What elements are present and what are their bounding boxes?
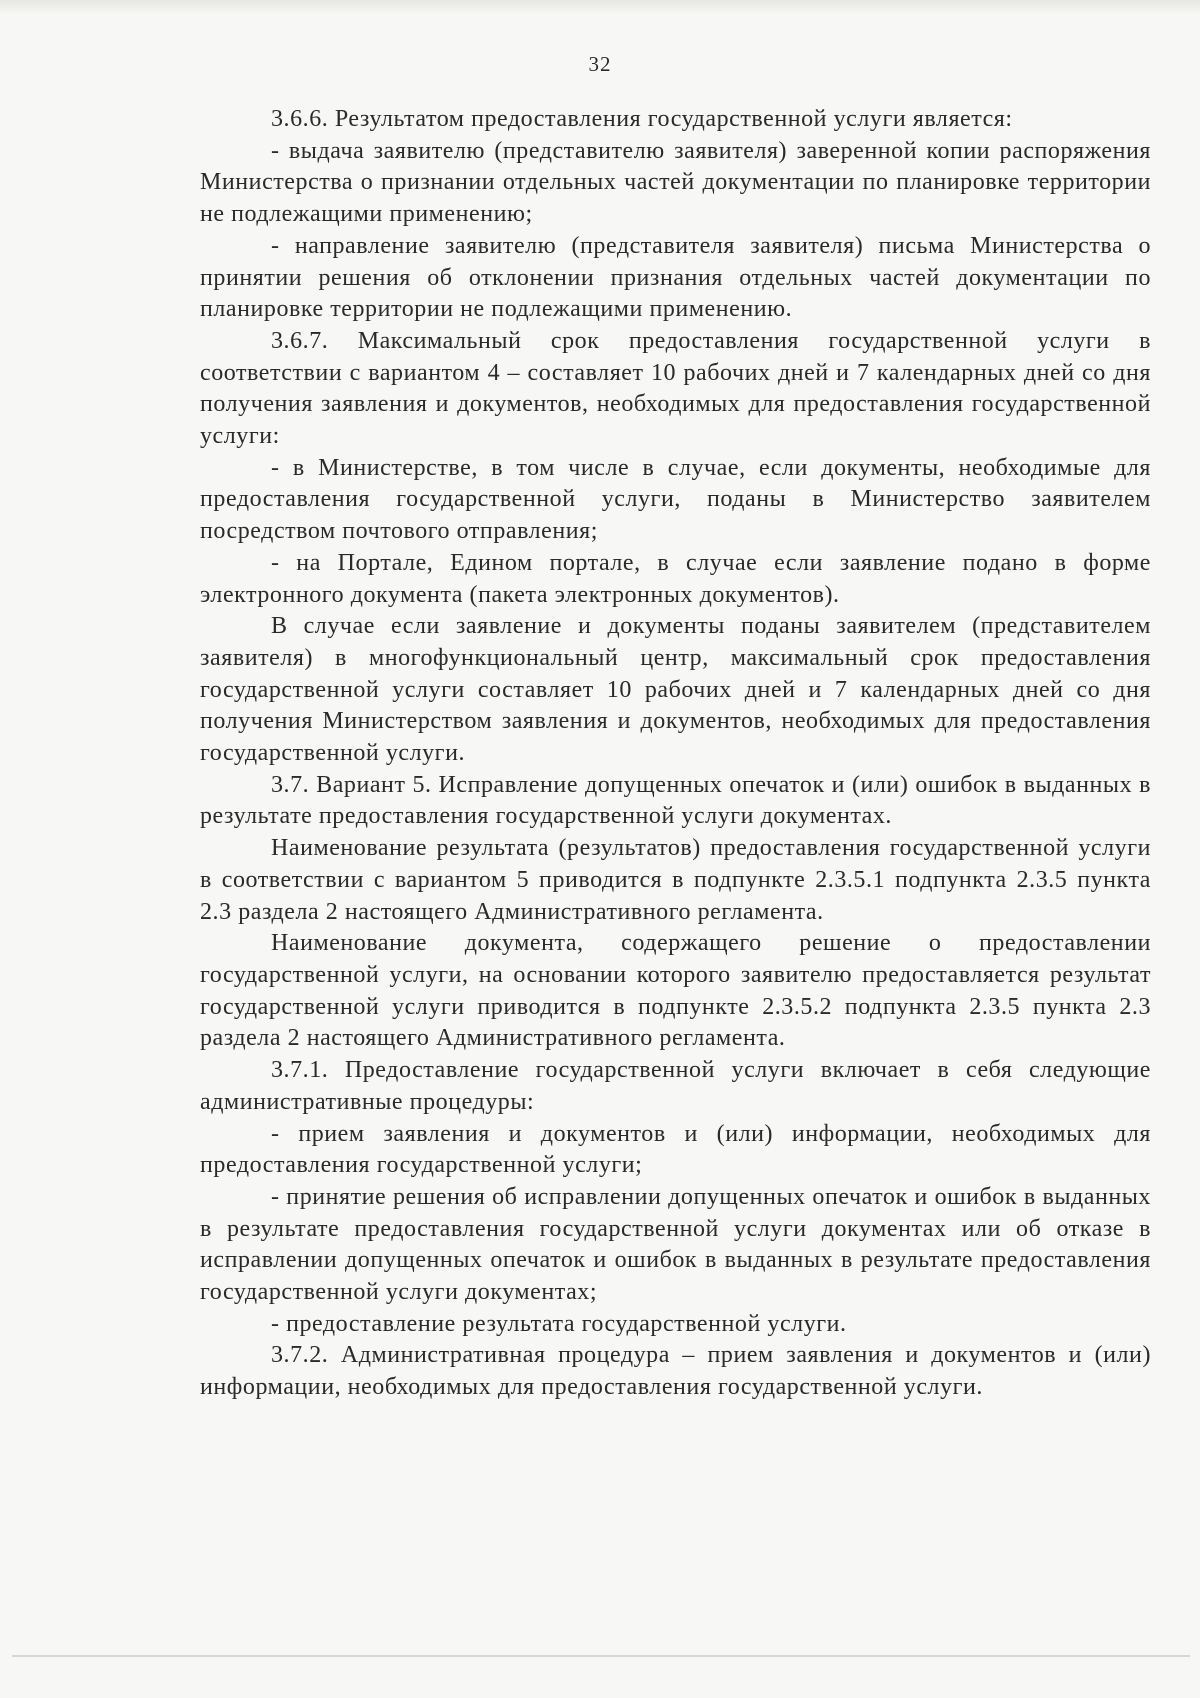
- paragraph-3-6-7: 3.6.7. Максимальный срок предоставления государственной услуги в соответствии с вариантом 4 – составляет 10 рабочих дней и 7 календарных дней со дня получения заявления и документов, необходимых для предоставления государственной услуги:: [200, 327, 1151, 450]
- paragraph-decision-document: Наименование документа, содержащего решение о предоставлении государственной услуги, на основании которого заявителю предоставляется результат государственной услуги приводится в подпункте 2.3.5.2 подпункта 2.3.5 пункта 2.3 раздела 2 настоящего Административного регламента.: [200, 930, 1151, 1052]
- paragraph-mfc-case: В случае если заявление и документы поданы заявителем (представителем заявителя) в многофункциональный центр, максимальный срок предоставления государственной услуги составляет 10 рабочих дней и 7 календарных дней со дня получения Министерством заявления и документов, необходимых для предоставления государственной услуги.: [200, 613, 1151, 767]
- page-number: 32: [588, 52, 612, 76]
- document-body: [200, 104, 1151, 1404]
- list-item-reception: - прием заявления и документов и (или) информации, необходимых для предоставления государственной услуги;: [200, 1120, 1151, 1179]
- list-item-decision: - принятие решения об исправлении допущенных опечаток и ошибок в выданных в результате предоставления государственной услуги документах или об отказе в исправлении допущенных опечаток и ошибок в выданных в результате предоставления государственной услуги документах;: [200, 1183, 1151, 1306]
- list-item-issue-copy: - выдача заявителю (представителю заявителя) заверенной копии распоряжения Министерства о признании отдельных частей документации по планировке территории не подлежащими применению;: [200, 137, 1151, 228]
- list-item-send-letter: - направление заявителю (представителя заявителя) письма Министерства о принятии решения об отклонении признания отдельных частей документации по планировке территории не подлежащими применению.: [200, 232, 1151, 323]
- paragraph-3-7: 3.7. Вариант 5. Исправление допущенных опечаток и (или) ошибок в выданных в результате предоставления государственной услуги документах.: [200, 771, 1151, 830]
- list-item-provision: - предоставление результата государственной услуги.: [271, 1310, 847, 1337]
- paragraph-3-7-1: 3.7.1. Предоставление государственной услуги включает в себя следующие административные процедуры:: [200, 1057, 1151, 1115]
- list-item-ministry: - в Министерстве, в том числе в случае, если документы, необходимые для предоставления государственной услуги, поданы в Министерство заявителем посредством почтового отправления;: [200, 454, 1151, 545]
- list-item-portal: - на Портале, Едином портале, в случае если заявление подано в форме электронного документа (пакета электронных документов).: [200, 549, 1151, 608]
- paragraph-result-name: Наименование результата (результатов) предоставления государственной услуги в соответствии с вариантом 5 приводится в подпункте 2.3.5.1 подпункта 2.3.5 пункта 2.3 раздела 2 настоящего Административного регламента.: [200, 835, 1151, 925]
- scan-bottom-line: [12, 1655, 1190, 1657]
- paragraph-3-6-6: 3.6.6. Результатом предоставления государственной услуги является:: [271, 106, 1013, 132]
- scan-edge-shadow: [0, 0, 1200, 14]
- paragraph-3-7-2: 3.7.2. Административная процедура – прием заявления и документов и (или) информации, необходимых для предоставления государственной услуги.: [200, 1342, 1151, 1401]
